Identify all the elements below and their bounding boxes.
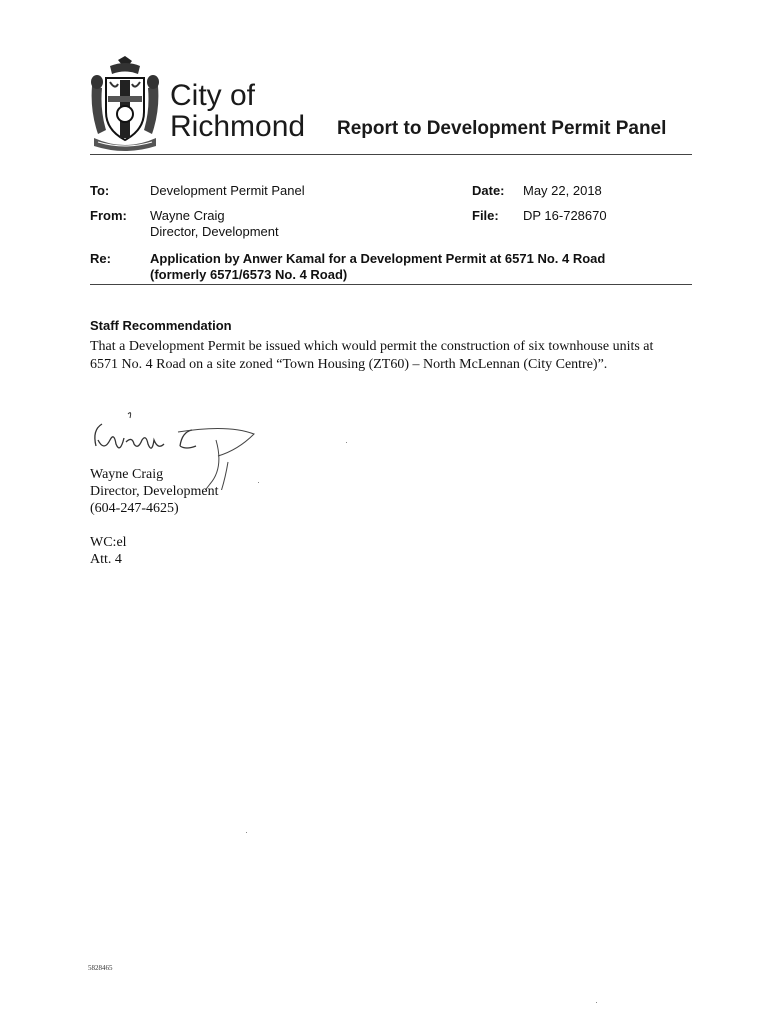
- reference-initials: WC:el: [90, 535, 127, 550]
- date-value: May 22, 2018: [523, 183, 602, 198]
- signature-block: [90, 466, 219, 517]
- report-title: Report to Development Permit Panel: [337, 118, 667, 139]
- document-code: 5828465: [88, 964, 113, 972]
- from-value: [150, 208, 279, 240]
- scan-speck: [246, 832, 247, 833]
- reference-block: [90, 534, 127, 568]
- header-divider: [90, 154, 692, 155]
- file-value: DP 16-728670: [523, 208, 607, 223]
- city-line-1: City of: [170, 79, 256, 112]
- re-line-2: (formerly 6571/6573 No. 4 Road): [150, 267, 348, 282]
- file-label: File:: [472, 208, 499, 223]
- date-label: Date:: [472, 183, 505, 198]
- re-line-1: Application by Anwer Kamal for a Development Permit at 6571 No. 4 Road: [150, 251, 606, 266]
- recommendation-text: That a Development Permit be issued which would permit the construction of six townhouse units at 6571 No. 4 Road on a site zoned “Town Housing (ZT60) – North McLennan (City Centre)”.: [90, 339, 654, 372]
- scan-speck: [346, 442, 347, 443]
- section-heading: Staff Recommendation: [90, 318, 232, 333]
- city-wordmark: [170, 80, 305, 142]
- to-value: Development Permit Panel: [150, 183, 305, 198]
- signer-title: Director, Development: [90, 484, 219, 499]
- from-title: Director, Development: [150, 224, 279, 239]
- signer-phone: (604-247-4625): [90, 501, 179, 516]
- from-name: Wayne Craig: [150, 208, 225, 223]
- signer-name: Wayne Craig: [90, 467, 164, 482]
- subject-divider: [90, 284, 692, 285]
- city-line-2: Richmond: [170, 110, 306, 143]
- to-label: To:: [90, 183, 110, 198]
- attachment-count: Att. 4: [90, 552, 122, 567]
- from-label: From:: [90, 208, 127, 223]
- city-crest-logo: [88, 56, 162, 154]
- scan-speck: [596, 1002, 597, 1003]
- re-label: Re:: [90, 251, 111, 266]
- scan-speck: [258, 482, 259, 483]
- re-subject: [150, 251, 605, 283]
